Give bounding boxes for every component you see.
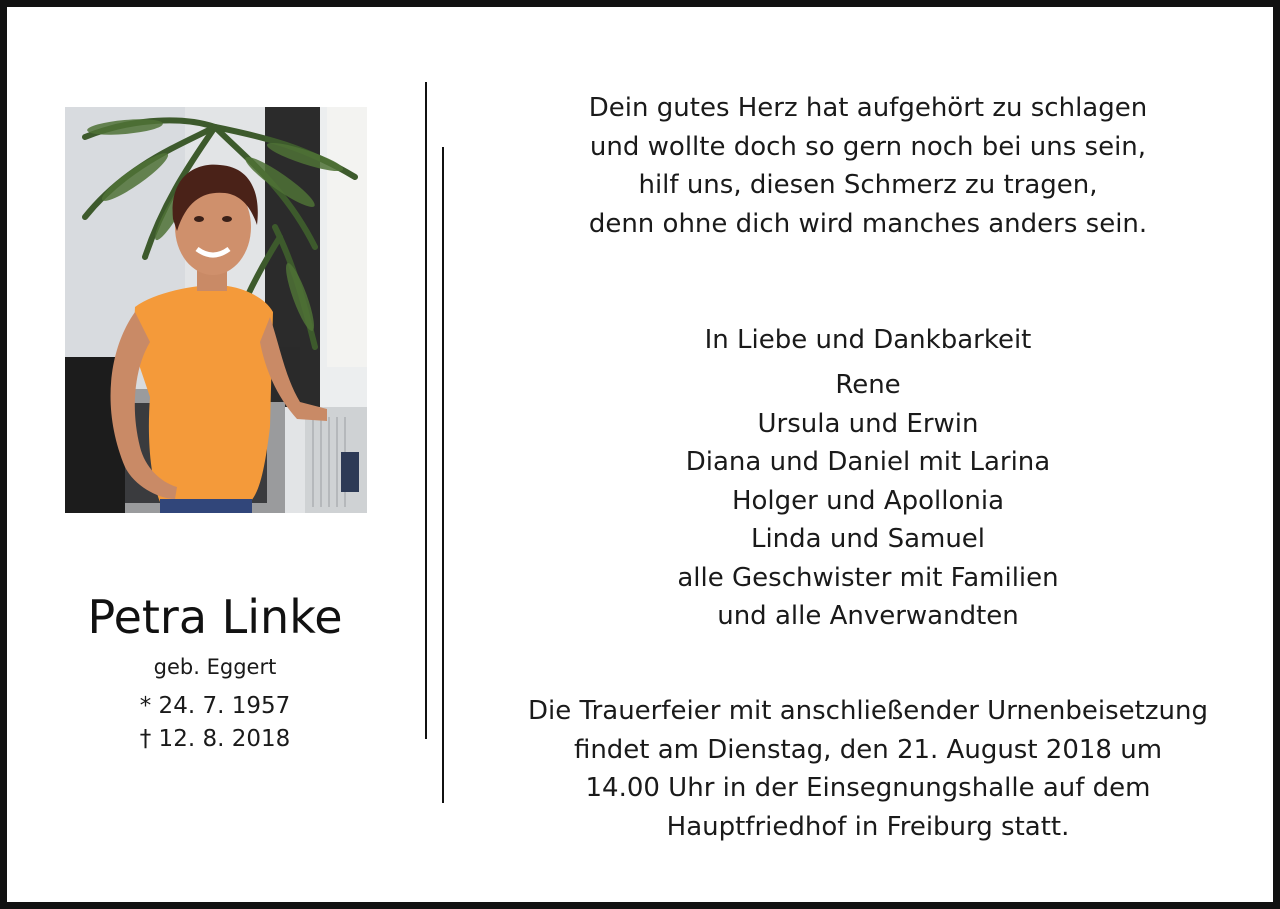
mourner-name: und alle Anverwandten <box>717 601 1019 631</box>
birth-date: * 24. 7. 1957 <box>139 693 291 719</box>
funeral-service-info <box>469 692 1267 846</box>
service-line: Hauptfriedhof in Freiburg statt. <box>666 811 1070 842</box>
mourner-name: Rene <box>835 370 901 400</box>
mourners-heading-text: In Liebe und Dankbarkeit <box>704 325 1032 355</box>
verse-line: Dein gutes Herz hat aufgehört zu schlagen <box>588 93 1148 123</box>
verse-line: denn ohne dich wird manches anders sein. <box>588 208 1148 239</box>
service-line: findet am Dienstag, den 21. August 2018 um <box>573 734 1163 765</box>
death-date: † 12. 8. 2018 <box>139 726 291 752</box>
divider-line-right <box>442 147 444 803</box>
divider-line-left <box>425 82 427 739</box>
mourners-heading <box>469 320 1267 360</box>
mourner-name: Diana und Daniel mit Larina <box>685 447 1051 477</box>
mourner-name: alle Geschwister mit Familien <box>677 562 1059 593</box>
deceased-name: Petra Linke <box>87 590 343 644</box>
verse-line: und wollte doch so gern noch bei uns sein, <box>589 131 1147 162</box>
mourner-name: Holger und Apollonia <box>731 485 1005 516</box>
verse-line: hilf uns, diesen Schmerz zu tragen, <box>638 170 1098 200</box>
service-line: 14.00 Uhr in der Einsegnungshalle auf dem <box>585 773 1151 803</box>
service-line: Die Trauerfeier mit anschließender Urnenbeisetzung <box>528 696 1208 726</box>
mourner-name: Linda und Samuel <box>750 524 986 554</box>
mourners-list <box>469 366 1267 636</box>
birth-name: geb. Eggert <box>153 655 277 679</box>
mourner-name: Ursula und Erwin <box>757 408 979 439</box>
portrait-photo <box>65 107 367 513</box>
memorial-verse <box>469 89 1267 243</box>
